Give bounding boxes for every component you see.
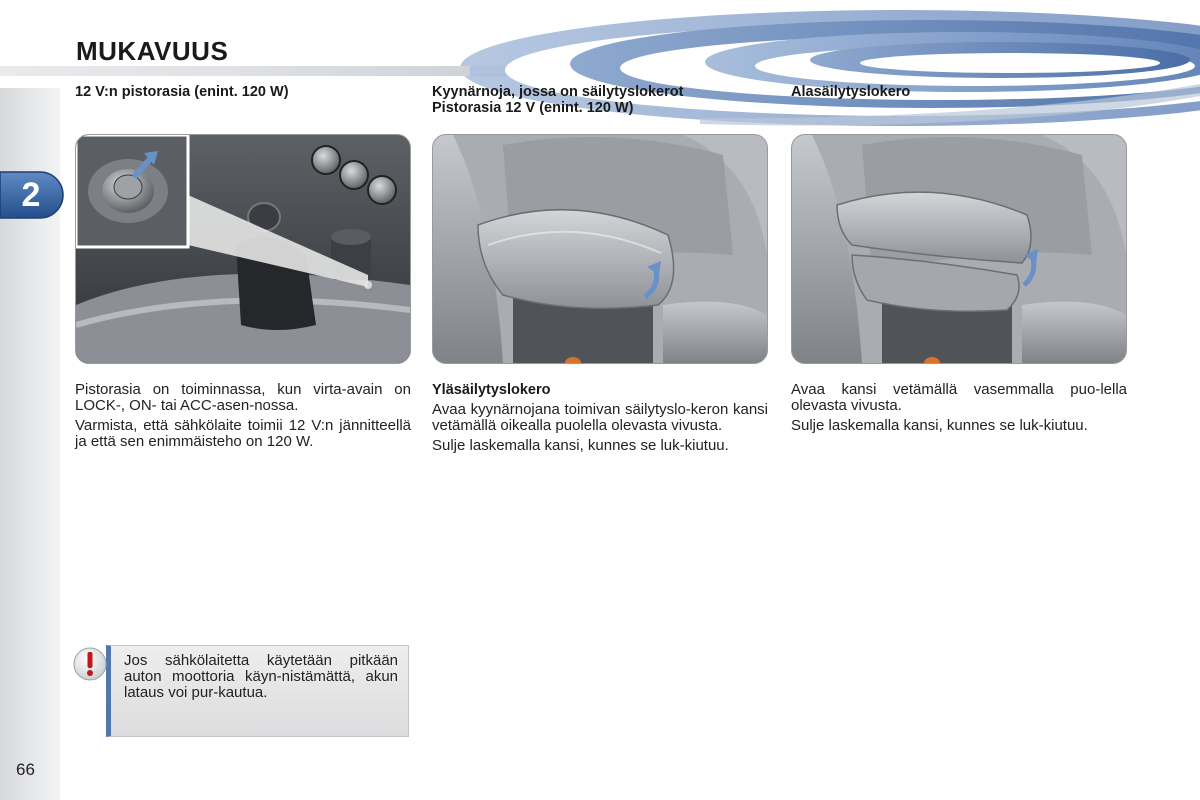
body-text: [432, 382, 768, 454]
sub-heading: Yläsäilytyslokero: [432, 382, 551, 398]
section-heading: [75, 84, 411, 132]
armrest-upper-figure: [432, 134, 768, 364]
section-heading-line: 12 V:n pistorasia (enint. 120 W): [75, 84, 289, 100]
armrest-lower-figure: [791, 134, 1127, 364]
section-heading-line: Pistorasia 12 V (enint. 120 W): [432, 100, 634, 116]
column-lower-compartment: [791, 84, 1127, 438]
socket-figure: [75, 134, 411, 364]
armrest-upper-compartment-illustration: [433, 135, 767, 363]
warning-text: Jos sähkölaitetta käytetään pitkään auton moottoria käyn-nistämättä, akun lataus voi pur-kautua.: [124, 652, 398, 701]
paragraph: Varmista, että sähkölaite toimii 12 V:n jännitteellä ja että sen enimmäisteho on 120 W.: [75, 417, 411, 450]
paragraph: Avaa kyynärnojana toimivan säilytyslo-keron kansi vetämällä oikealla puolella olevasta vivusta.: [432, 401, 768, 434]
paragraph: Avaa kansi vetämällä vasemmalla puo-lella olevasta vivusta.: [791, 381, 1127, 414]
socket-illustration: [76, 135, 410, 363]
paragraph: Sulje laskemalla kansi, kunnes se luk-kiutuu.: [791, 417, 1088, 434]
paragraph: Sulje laskemalla kansi, kunnes se luk-kiutuu.: [432, 437, 729, 454]
exclamation-icon: [72, 646, 108, 682]
paragraph: Pistorasia on toiminnassa, kun virta-avain on LOCK-, ON- tai ACC-asen-nossa.: [75, 381, 411, 414]
exclamation-icon-graphic: [72, 646, 108, 682]
section-heading-line: Kyynärnoja, jossa on säilytyslokerot: [432, 84, 684, 100]
column-socket: [75, 84, 411, 454]
body-text: [75, 382, 411, 450]
armrest-lower-compartment-illustration: [792, 135, 1126, 363]
section-heading: [791, 84, 1127, 132]
section-heading-line: Alasäilytyslokero: [791, 84, 911, 100]
page-number: 66: [16, 760, 35, 779]
section-heading: [432, 84, 768, 132]
chapter-number: 2: [21, 176, 41, 214]
column-armrest: [432, 84, 768, 458]
body-text: [791, 382, 1127, 434]
page-title: MUKAVUUS: [76, 36, 229, 66]
